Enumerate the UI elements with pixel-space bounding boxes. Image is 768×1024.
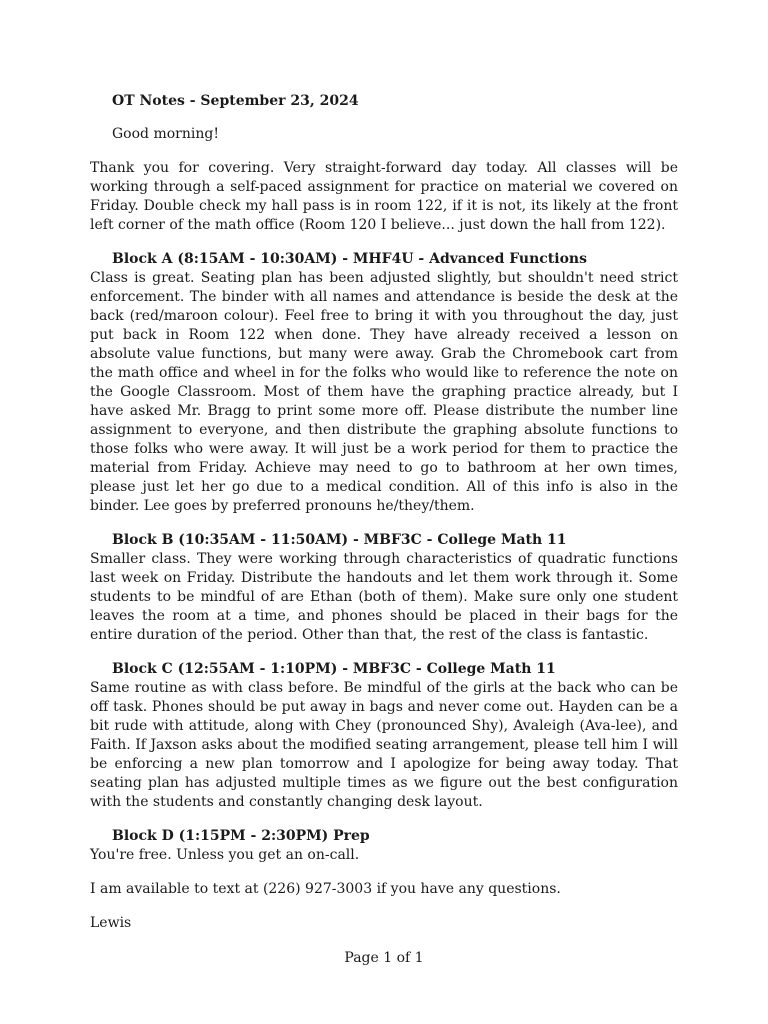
- signature: Lewis: [90, 915, 132, 931]
- block-c-section: [90, 660, 678, 812]
- page-number-footer: Page 1 of 1: [344, 950, 424, 966]
- block-b-heading: Block B (10:35AM - 11:50AM) - MBF3C - College Math 11: [112, 532, 567, 548]
- block-a-heading: Block A (8:15AM - 10:30AM) - MHF4U - Advanced Functions: [112, 251, 587, 267]
- intro-paragraph: Thank you for covering. Very straight-forward day today. All classes will be working through a self-paced assignment for practice on material we covered on Friday. Double check my hall pass is in room 122, if it is not, its likely at the front left corner of the math office (Room 120 I believe... just down the hall from 122).: [90, 160, 678, 233]
- block-a-section: [90, 250, 678, 516]
- greeting: Good morning!: [112, 126, 219, 142]
- block-c-heading: Block C (12:55AM - 1:10PM) - MBF3C - College Math 11: [112, 661, 556, 677]
- block-d-section: [90, 827, 678, 865]
- block-c-body: Same routine as with class before. Be mindful of the girls at the back who can be off task. Phones should be put away in bags and never come out. Hayden can be a bit rude with attitude, along with Chey (pronounced Shy), Avaleigh (Ava-lee), and Faith. If Jaxson asks about the modified seating arrangement, please tell him I will be enforcing a new plan tomorrow and I apologize for being away today. That seating plan has adjusted multiple times as we figure out the best configuration with the students and constantly changing desk layout.: [90, 680, 678, 810]
- block-b-section: [90, 531, 678, 645]
- document-page: [90, 92, 678, 948]
- block-d-body: You're free. Unless you get an on-call.: [90, 847, 360, 863]
- block-d-heading: Block D (1:15PM - 2:30PM) Prep: [112, 828, 370, 844]
- document-title: OT Notes - September 23, 2024: [112, 93, 359, 109]
- contact-line: I am available to text at (226) 927-3003 if you have any questions.: [90, 881, 561, 897]
- block-b-body: Smaller class. They were working through characteristics of quadratic functions last week on Friday. Distribute the handouts and let them work through it. Some students to be mindful of are Ethan (both of them). Make sure only one student leaves the room at a time, and phones should be placed in their bags for the entire duration of the period. Other than that, the rest of the class is fantastic.: [90, 551, 678, 643]
- block-a-body: Class is great. Seating plan has been adjusted slightly, but shouldn't need strict enforcement. The binder with all names and attendance is beside the desk at the back (red/maroon colour). Feel free to bring it with you throughout the day, just put back in Room 122 when done. They have already received a lesson on absolute value functions, but many were away. Grab the Chromebook cart from the math office and wheel in for the folks who would like to reference the note on the Google Classroom. Most of them have the graphing practice already, but I have asked Mr. Bragg to print some more off. Please distribute the number line assignment to everyone, and then distribute the graphing absolute functions to those folks who were away. It will just be a work period for them to practice the material from Friday. Achieve may need to go to bathroom at her own times, please just let her go due to a medical condition. All of this info is also in the binder. Lee goes by preferred pronouns he/they/them.: [90, 270, 678, 514]
